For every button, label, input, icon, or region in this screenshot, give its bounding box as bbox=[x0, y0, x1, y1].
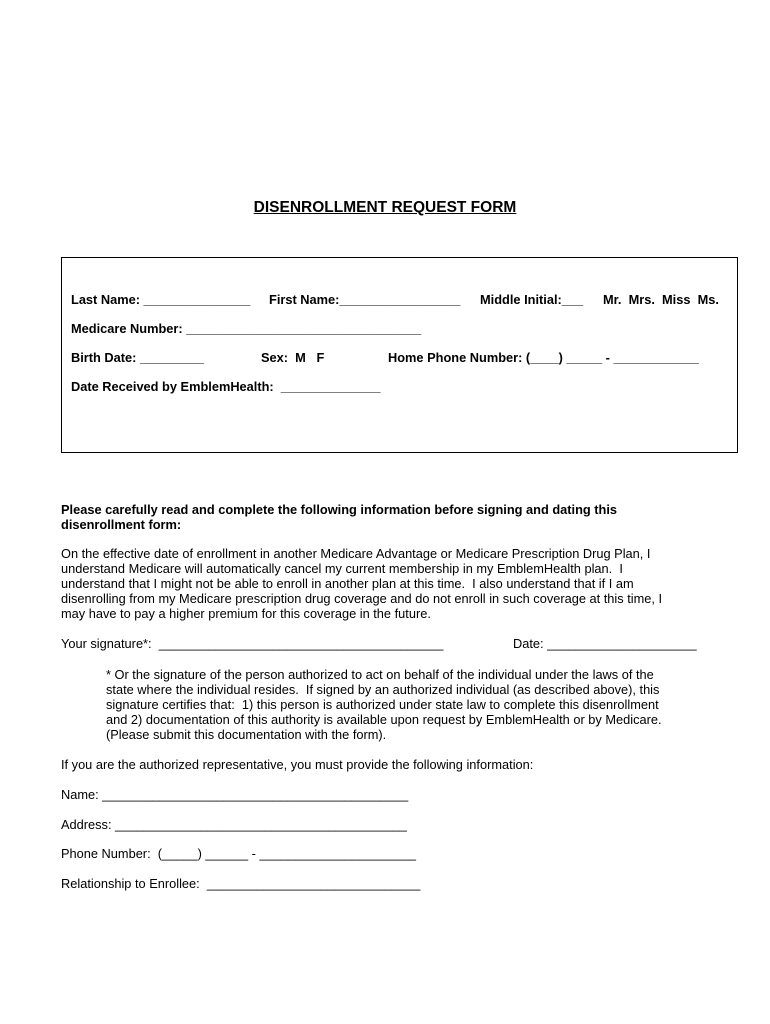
first-name-field[interactable]: First Name:_________________ bbox=[269, 292, 461, 307]
sex-options[interactable]: Sex: M F bbox=[261, 350, 325, 365]
rep-relationship-field[interactable]: Relationship to Enrollee: ______________________________ bbox=[61, 876, 421, 891]
rep-name-field[interactable]: Name: ___________________________________________ bbox=[61, 787, 409, 802]
footnote-line: and 2) documentation of this authority is available upon request by EmblemHealth or by Medicare. bbox=[106, 712, 662, 727]
footnote-line: (Please submit this documentation with the form). bbox=[106, 727, 387, 742]
acknowledgement-line: understand Medicare will automatically cancel my current membership in my EmblemHealth plan. I bbox=[61, 561, 623, 576]
acknowledgement-line: may have to pay a higher premium for this coverage in the future. bbox=[61, 606, 431, 621]
last-name-field[interactable]: Last Name: _______________ bbox=[71, 292, 251, 307]
representative-intro: If you are the authorized representative, you must provide the following information: bbox=[61, 757, 534, 772]
birth-date-field[interactable]: Birth Date: _________ bbox=[71, 350, 205, 365]
form-title: DISENROLLMENT REQUEST FORM bbox=[253, 199, 517, 216]
home-phone-field[interactable]: Home Phone Number: (____) _____ - ____________ bbox=[388, 350, 699, 365]
rep-phone-field[interactable]: Phone Number: (_____) ______ - ______________________ bbox=[61, 846, 417, 861]
acknowledgement-line: understand that I might not be able to enroll in another plan at this time. I also understand that if I am bbox=[61, 576, 634, 591]
medicare-number-field[interactable]: Medicare Number: _________________________________ bbox=[71, 321, 422, 336]
footnote-line: * Or the signature of the person authorized to act on behalf of the individual under the laws of the bbox=[106, 667, 654, 682]
date-field[interactable]: Date: _____________________ bbox=[513, 636, 697, 651]
date-received-field[interactable]: Date Received by EmblemHealth: ______________ bbox=[71, 379, 381, 394]
salutation-options[interactable]: Mr. Mrs. Miss Ms. bbox=[603, 292, 719, 307]
footnote-line: state where the individual resides. If signed by an authorized individual (as described above), this bbox=[106, 682, 660, 697]
middle-initial-field[interactable]: Middle Initial:___ bbox=[480, 292, 584, 307]
acknowledgement-line: disenrolling from my Medicare prescription drug coverage and do not enroll in such coverage at this time, I bbox=[61, 591, 663, 606]
footnote-line: signature certifies that: 1) this person is authorized under state law to complete this disenrollment bbox=[106, 697, 659, 712]
instructions-heading: Please carefully read and complete the following information before signing and dating this disenrollment form: bbox=[61, 502, 618, 533]
rep-address-field[interactable]: Address: _________________________________________ bbox=[61, 817, 407, 832]
signature-field[interactable]: Your signature*: ________________________________________ bbox=[61, 636, 444, 651]
acknowledgement-line: On the effective date of enrollment in another Medicare Advantage or Medicare Prescription Drug Plan, I bbox=[61, 546, 651, 561]
